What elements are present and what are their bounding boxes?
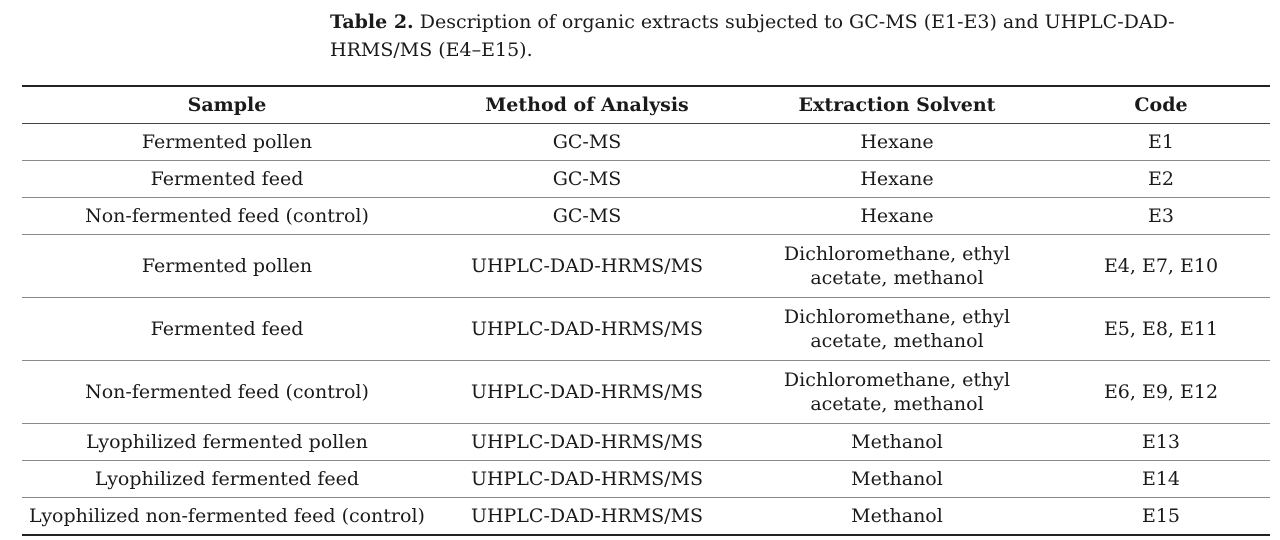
table-row [22, 124, 1270, 161]
cell-solvent: Hexane [860, 168, 934, 190]
header-sample: Sample [187, 94, 267, 116]
cell-code: E15 [1141, 505, 1181, 527]
extracts-table-container [22, 85, 1270, 536]
cell-sample: Fermented pollen [141, 255, 313, 277]
cell-method: UHPLC-DAD-HRMS/MS [470, 431, 704, 453]
cell-sample: Lyophilized fermented feed [94, 468, 360, 490]
solvent-line-2: acetate, methanol [810, 393, 984, 415]
table-row [22, 198, 1270, 235]
cell-sample: Non-fermented feed (control) [85, 381, 369, 403]
cell-code: E4, E7, E10 [1103, 255, 1219, 277]
cell-solvent: Methanol [851, 505, 943, 527]
table-row [22, 235, 1270, 298]
cell-solvent: Hexane [860, 131, 934, 153]
cell-method: GC-MS [552, 168, 622, 190]
cell-method: UHPLC-DAD-HRMS/MS [470, 468, 704, 490]
cell-solvent [742, 235, 1052, 298]
table-row [22, 161, 1270, 198]
cell-sample: Fermented feed [150, 168, 304, 190]
solvent-line-2: acetate, methanol [810, 267, 984, 289]
cell-code: E2 [1148, 168, 1174, 190]
table-caption-label: Table 2. [330, 11, 414, 33]
cell-code: E5, E8, E11 [1103, 318, 1219, 340]
extracts-table [22, 85, 1270, 536]
solvent-line-1: Dichloromethane, ethyl [783, 243, 1011, 265]
header-method: Method of Analysis [485, 94, 689, 116]
table-caption-text: Description of organic extracts subjected to GC-MS (E1-E3) and UHPLC-DAD-HRMS/MS (E4–E15). [330, 11, 1175, 61]
table-row [22, 298, 1270, 361]
cell-sample: Fermented pollen [141, 131, 313, 153]
cell-sample: Lyophilized non-fermented feed (control) [29, 505, 425, 527]
cell-sample: Lyophilized fermented pollen [86, 431, 368, 453]
cell-code: E14 [1141, 468, 1181, 490]
header-code: Code [1134, 94, 1188, 116]
cell-method: UHPLC-DAD-HRMS/MS [470, 318, 704, 340]
cell-method: UHPLC-DAD-HRMS/MS [470, 255, 704, 277]
cell-solvent: Hexane [860, 205, 934, 227]
cell-solvent: Methanol [851, 468, 943, 490]
cell-method: UHPLC-DAD-HRMS/MS [470, 381, 704, 403]
cell-code: E1 [1148, 131, 1174, 153]
cell-code: E13 [1141, 431, 1181, 453]
cell-solvent: Methanol [851, 431, 943, 453]
table-row [22, 461, 1270, 498]
table-caption [330, 8, 1270, 64]
cell-code: E6, E9, E12 [1103, 381, 1219, 403]
cell-solvent [742, 298, 1052, 361]
cell-solvent [742, 361, 1052, 424]
cell-code: E3 [1148, 205, 1174, 227]
cell-method: GC-MS [552, 205, 622, 227]
table-row [22, 498, 1270, 536]
cell-sample: Non-fermented feed (control) [85, 205, 369, 227]
cell-sample: Fermented feed [150, 318, 304, 340]
table-header-row [22, 86, 1270, 124]
solvent-line-1: Dichloromethane, ethyl [783, 306, 1011, 328]
cell-method: GC-MS [552, 131, 622, 153]
cell-method: UHPLC-DAD-HRMS/MS [470, 505, 704, 527]
table-row [22, 361, 1270, 424]
header-solvent: Extraction Solvent [798, 94, 996, 116]
solvent-line-1: Dichloromethane, ethyl [783, 369, 1011, 391]
table-row [22, 424, 1270, 461]
solvent-line-2: acetate, methanol [810, 330, 984, 352]
